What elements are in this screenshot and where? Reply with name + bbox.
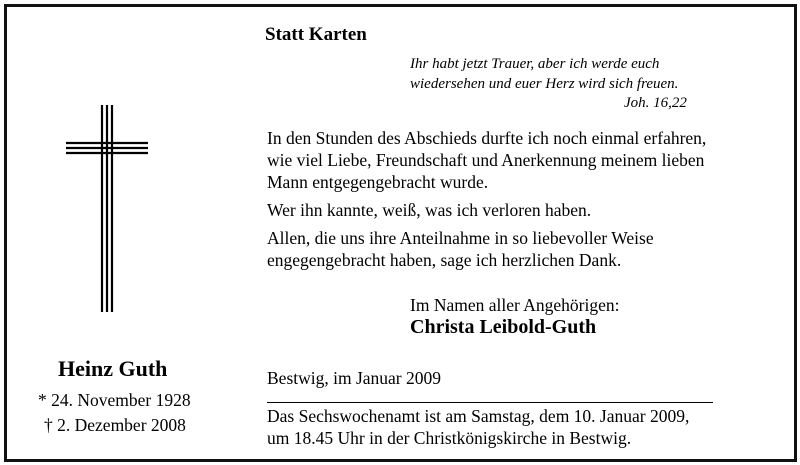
bible-quote-line-2: wiedersehen und euer Herz wird sich freuen. bbox=[410, 76, 679, 92]
deceased-birth-date: * 24. November 1928 bbox=[38, 390, 191, 410]
footer-line-1: Das Sechswochenamt ist am Samstag, dem 10. Januar 2009, bbox=[267, 406, 690, 426]
deceased-death-date: † 2. Dezember 2008 bbox=[44, 415, 186, 435]
message-paragraph-3-line-1: Allen, die uns ihre Anteilnahme in so liebevoller Weise bbox=[267, 228, 654, 248]
message-paragraph-3-line-2: engegengebracht haben, sage ich herzlichen Dank. bbox=[267, 250, 622, 270]
place-and-date: Bestwig, im Januar 2009 bbox=[267, 368, 442, 388]
cross-icon bbox=[60, 100, 160, 320]
signature-intro: Im Namen aller Angehörigen: bbox=[410, 295, 620, 315]
signature-name: Christa Leibold-Guth bbox=[410, 316, 597, 338]
message-paragraph-1-line-1: In den Stunden des Abschieds durfte ich noch einmal erfahren, bbox=[267, 128, 707, 148]
bible-quote-reference: Joh. 16,22 bbox=[624, 95, 687, 111]
footer-divider bbox=[267, 402, 713, 403]
footer-line-2: um 18.45 Uhr in der Christkönigskirche in Bestwig. bbox=[267, 428, 632, 448]
heading-statt-karten: Statt Karten bbox=[265, 24, 367, 45]
message-paragraph-1-line-2: wie viel Liebe, Freundschaft und Anerkennung meinem lieben bbox=[267, 150, 705, 170]
deceased-name: Heinz Guth bbox=[58, 356, 168, 381]
message-paragraph-2: Wer ihn kannte, weiß, was ich verloren haben. bbox=[267, 200, 592, 220]
message-paragraph-1-line-3: Mann entgegengebracht wurde. bbox=[267, 172, 489, 192]
bible-quote-line-1: Ihr habt jetzt Trauer, aber ich werde euch bbox=[410, 56, 660, 72]
